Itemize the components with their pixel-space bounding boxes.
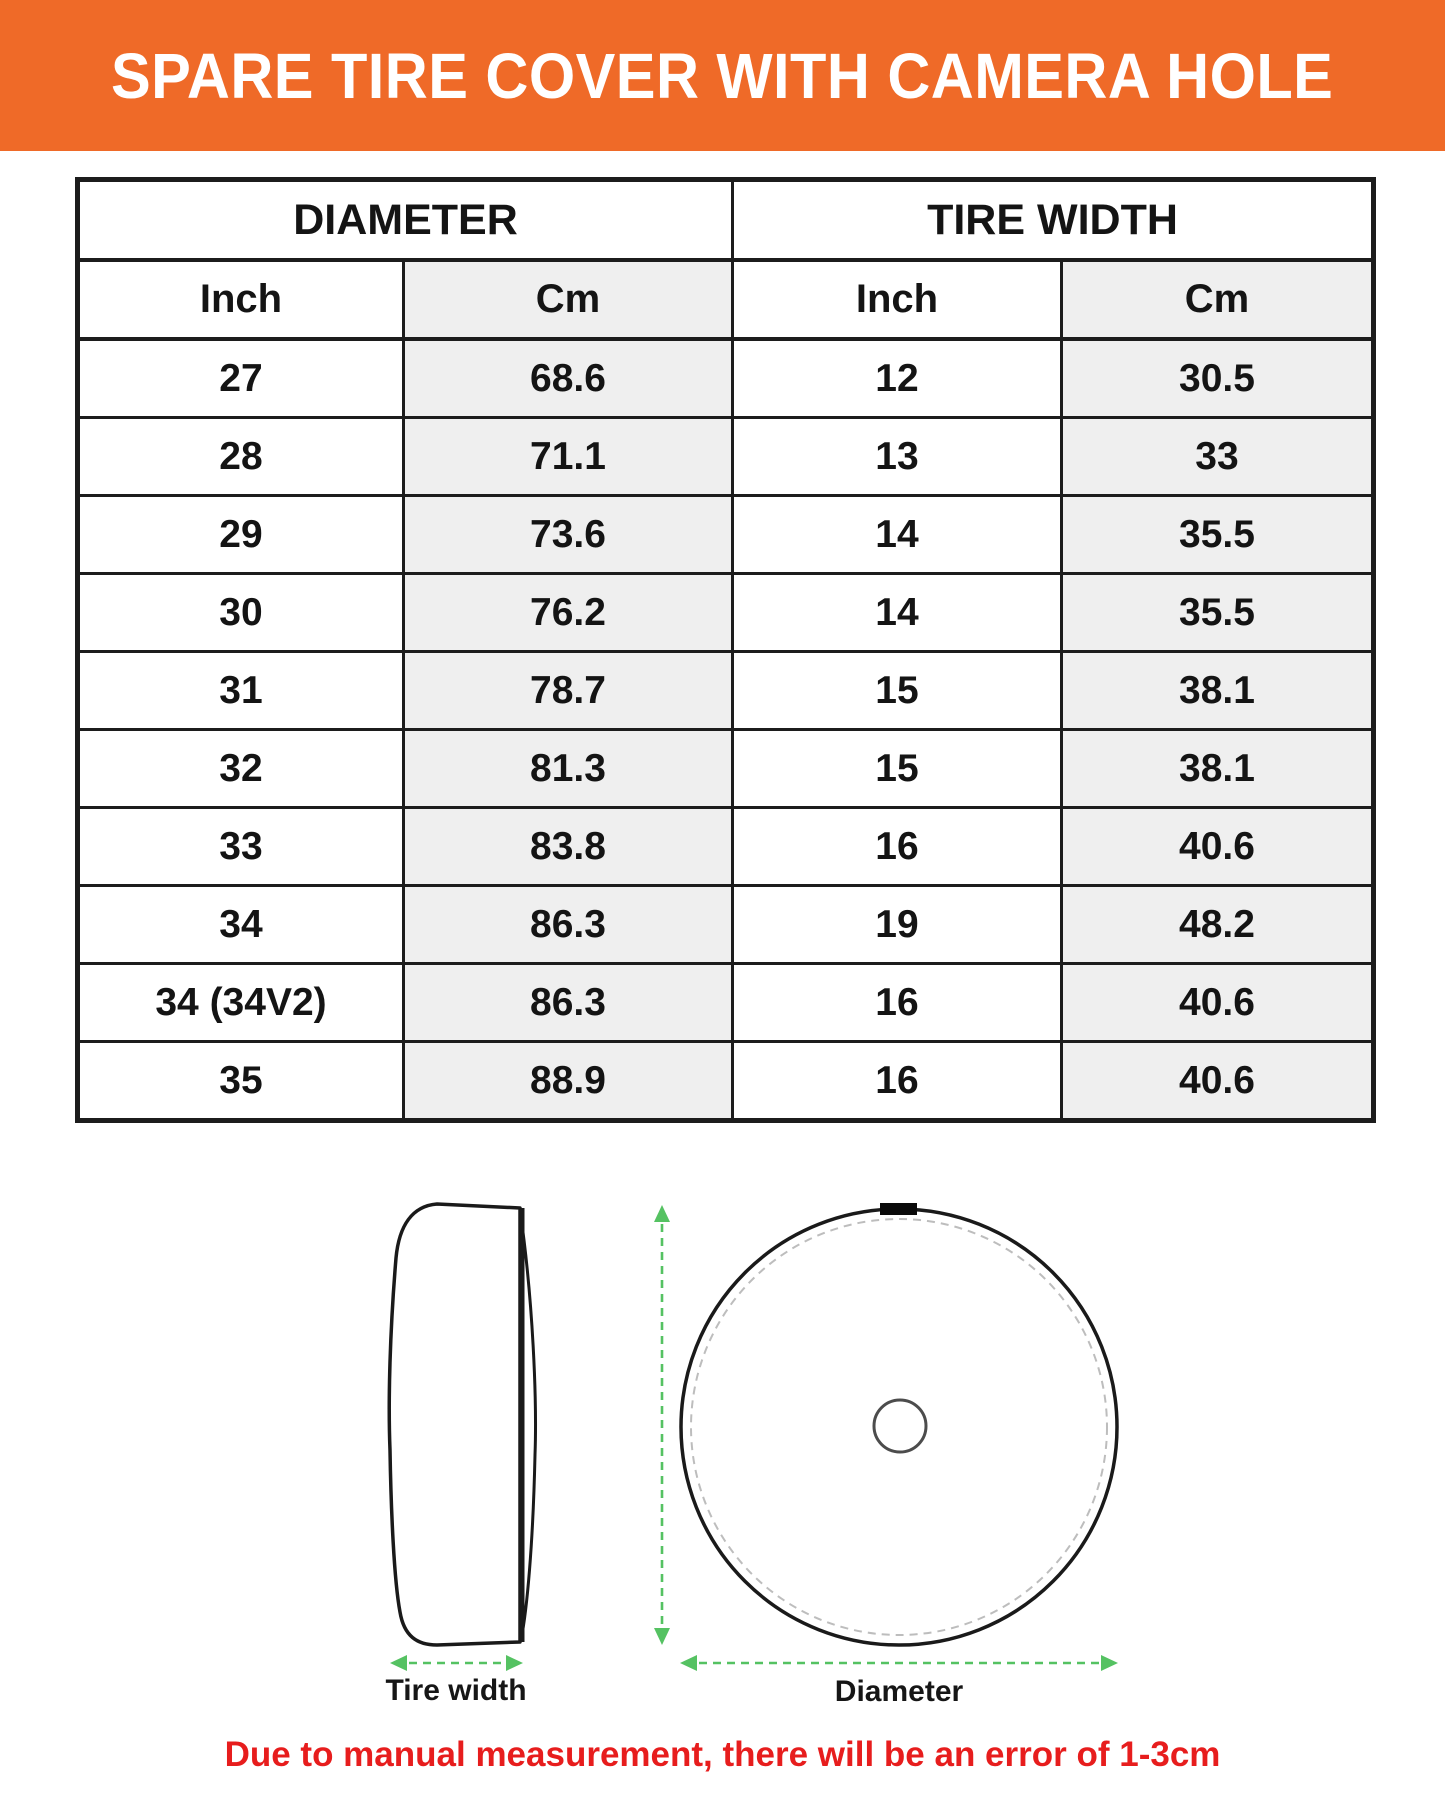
measurement-error-note: Due to manual measurement, there will be an error of 1-3cm	[224, 1735, 1221, 1774]
table-cell: 40.6	[1062, 1042, 1374, 1121]
table-cell: 30	[78, 574, 404, 652]
table-cell: 68.6	[404, 339, 733, 418]
table-cell: 15	[733, 652, 1062, 730]
table-cell: 81.3	[404, 730, 733, 808]
table-cell: 38.1	[1062, 730, 1374, 808]
table-cell: 33	[78, 808, 404, 886]
table-cell: 14	[733, 574, 1062, 652]
table-cell: 13	[733, 418, 1062, 496]
table-row	[78, 496, 1374, 574]
table-cell: 14	[733, 496, 1062, 574]
table-cell: 38.1	[1062, 652, 1374, 730]
table-cell: 86.3	[404, 964, 733, 1042]
measurement-diagram	[0, 1190, 1445, 1715]
table-cell: 48.2	[1062, 886, 1374, 964]
tire-width-arrow	[390, 1655, 523, 1671]
table-cell: 71.1	[404, 418, 733, 496]
table-cell: 32	[78, 730, 404, 808]
table-row	[78, 1042, 1374, 1121]
table-row	[78, 339, 1374, 418]
table-cell: 40.6	[1062, 964, 1374, 1042]
top-tab-mark	[880, 1203, 917, 1215]
table-cell: 16	[733, 808, 1062, 886]
table-cell: 33	[1062, 418, 1374, 496]
table-cell: 86.3	[404, 886, 733, 964]
table-cell: 16	[733, 964, 1062, 1042]
table-row	[78, 730, 1374, 808]
table-cell: 34 (34V2)	[78, 964, 404, 1042]
table-unit-header-row	[78, 260, 1374, 339]
table-cell: 12	[733, 339, 1062, 418]
table-cell: 27	[78, 339, 404, 418]
table-row	[78, 652, 1374, 730]
column-header-inch: Inch	[78, 260, 404, 339]
table-cell: 35.5	[1062, 496, 1374, 574]
table-cell: 76.2	[404, 574, 733, 652]
column-header-cm: Cm	[1062, 260, 1374, 339]
tire-side-view-drawing	[389, 1204, 535, 1645]
column-header-inch: Inch	[733, 260, 1062, 339]
size-chart-table	[75, 177, 1376, 1123]
table-cell: 35	[78, 1042, 404, 1121]
table-cell: 34	[78, 886, 404, 964]
table-cell: 28	[78, 418, 404, 496]
table-cell: 29	[78, 496, 404, 574]
table-cell: 16	[733, 1042, 1062, 1121]
table-cell: 78.7	[404, 652, 733, 730]
table-section-header-row	[78, 180, 1374, 261]
table-cell: 40.6	[1062, 808, 1374, 886]
table-cell: 15	[733, 730, 1062, 808]
table-row	[78, 964, 1374, 1042]
diameter-label: Diameter	[834, 1675, 964, 1708]
table-cell: 88.9	[404, 1042, 733, 1121]
table-body	[78, 339, 1374, 1121]
diameter-horizontal-arrow	[680, 1655, 1118, 1671]
tire-width-label: Tire width	[385, 1674, 527, 1707]
table-cell: 73.6	[404, 496, 733, 574]
camera-hole	[874, 1400, 926, 1452]
section-header-tire-width: TIRE WIDTH	[733, 180, 1374, 261]
table-cell: 30.5	[1062, 339, 1374, 418]
table-cell: 83.8	[404, 808, 733, 886]
table-row	[78, 886, 1374, 964]
table-row	[78, 418, 1374, 496]
diameter-vertical-arrow	[654, 1205, 670, 1645]
tire-front-view-drawing	[681, 1203, 1117, 1645]
table-row	[78, 808, 1374, 886]
column-header-cm: Cm	[404, 260, 733, 339]
title-banner	[0, 0, 1445, 151]
table-cell: 19	[733, 886, 1062, 964]
table-cell: 31	[78, 652, 404, 730]
page-title: SPARE TIRE COVER WITH CAMERA HOLE	[111, 39, 1334, 112]
table-cell: 35.5	[1062, 574, 1374, 652]
section-header-diameter: DIAMETER	[78, 180, 733, 261]
table-row	[78, 574, 1374, 652]
